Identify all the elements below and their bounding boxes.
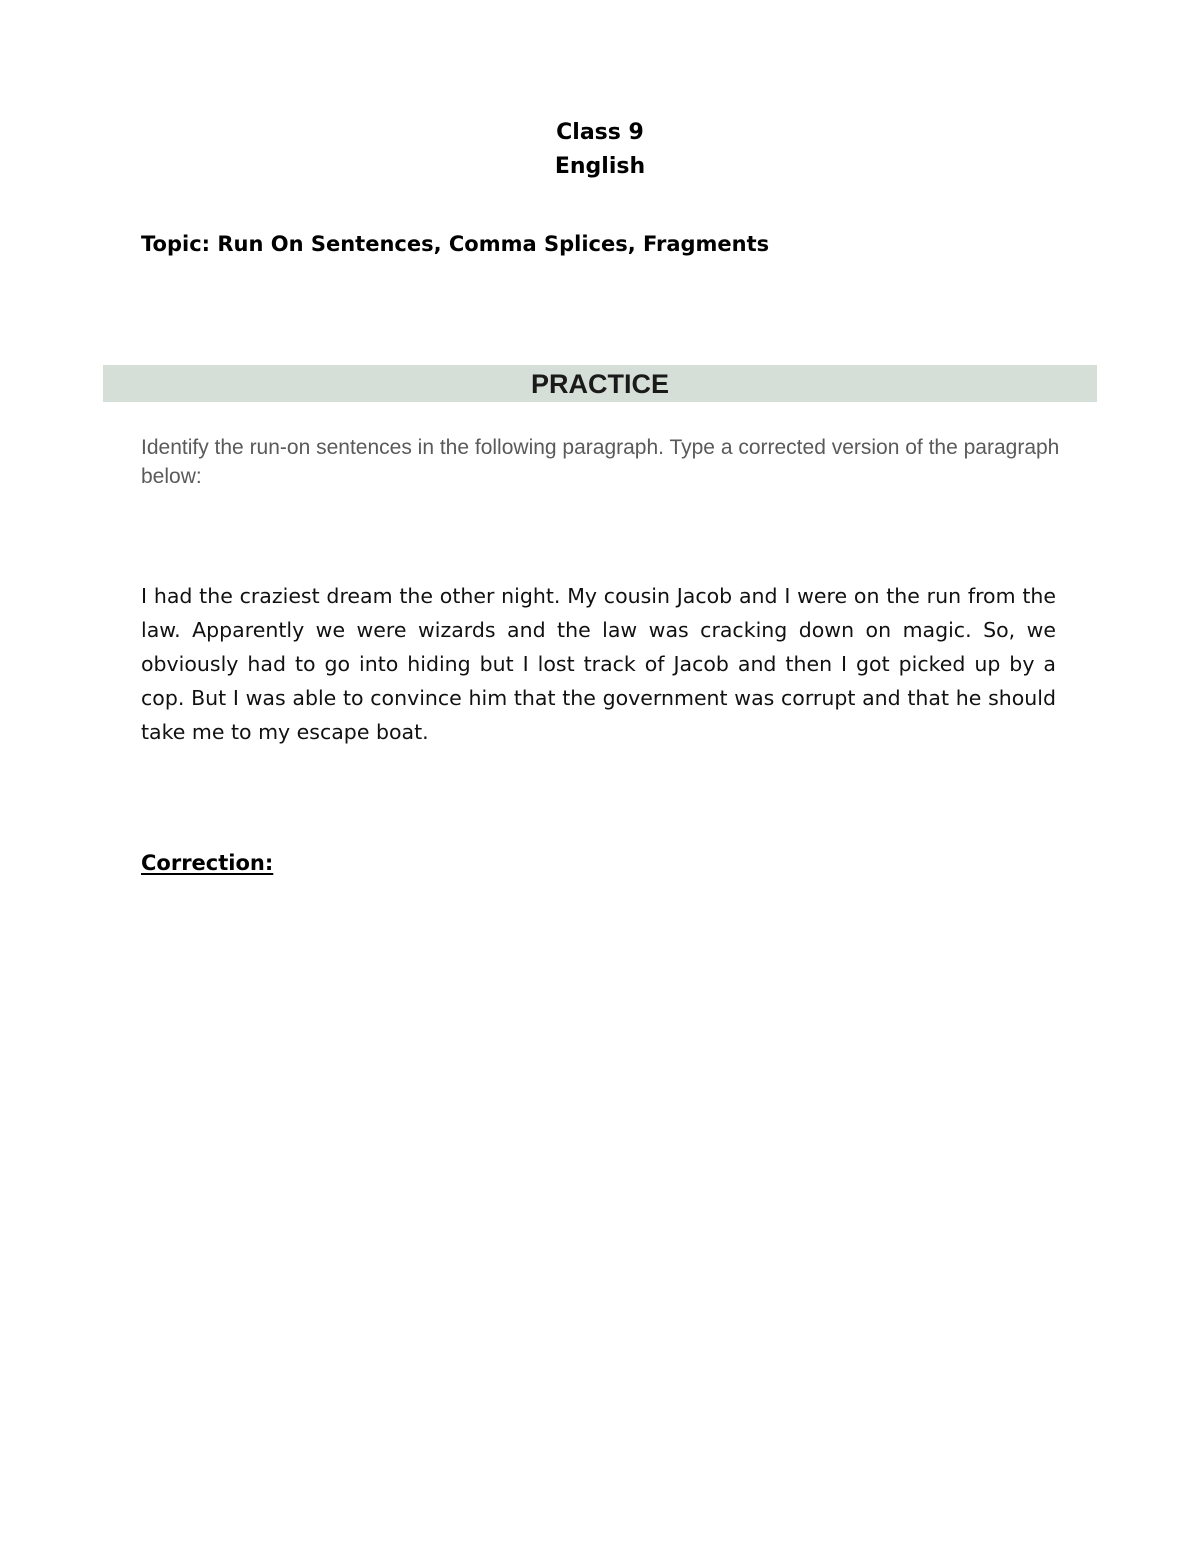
class-title: Class 9 (556, 120, 644, 145)
subject-title: English (554, 154, 646, 179)
practice-paragraph: I had the craziest dream the other night. My cousin Jacob and I were on the run from the law. Apparently we were wizards and the law was cracking down on magic. So, we obviously had to go into hiding but I lost track of Jacob and then I got picked up by a cop. But I was able to convince him that the government was corrupt and that he should take me to my escape boat. (141, 584, 1056, 744)
practice-heading: PRACTICE (530, 369, 669, 399)
correction-label: Correction: (141, 851, 274, 875)
practice-instructions: Identify the run-on sentences in the following paragraph. Type a corrected version of the paragraph below: (141, 436, 1060, 488)
practice-heading-bar (103, 365, 1097, 402)
topic-line: Topic: Run On Sentences, Comma Splices, Fragments (141, 232, 770, 256)
